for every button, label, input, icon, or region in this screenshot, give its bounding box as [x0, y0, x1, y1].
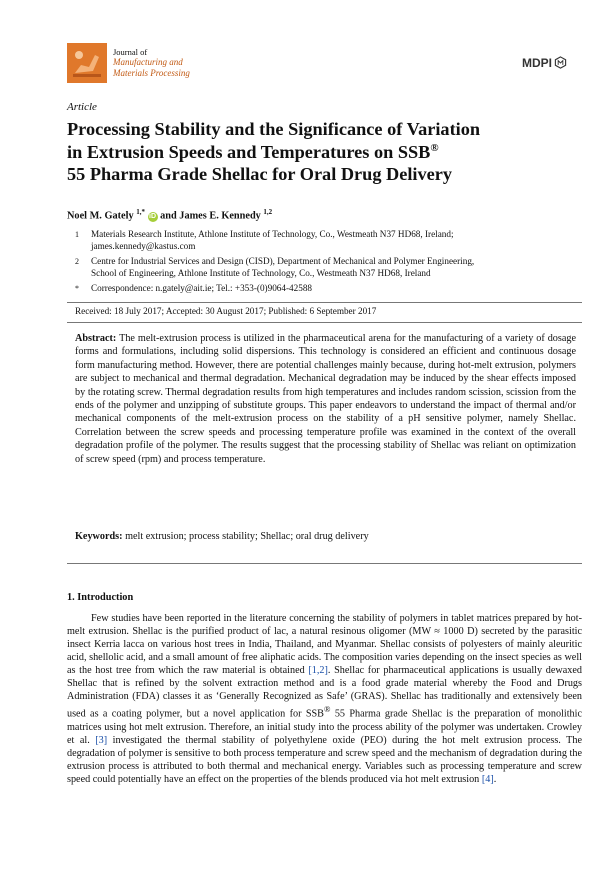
- keywords-text: melt extrusion; process stability; Shellac; oral drug delivery: [125, 531, 369, 542]
- journal-name[interactable]: Manufacturing and Materials Processing: [113, 57, 190, 78]
- citation-link[interactable]: [3]: [95, 734, 108, 746]
- paragraph: Few studies have been reported in the literature concerning the stability of polymers in tablet matrices prepared by hot-melt extrusion. Shellac is the purified product of lac, a natural resinous oligomer (MW ≈ 1000 D) secreted by the parasitic insect Kerria lacca on various host trees in India, Thailand, and Myanmar. Shellac consists of polyesters of mainly aleuritic acid, shellolic acid, and a small amount of free aliphatic acids. The composition varies depending on the insect species as well as the host tree from which the raw material is obtained [1,2]. Shellac for pharmaceutical applications is usually dewaxed Shellac that is refined by the solvent extraction method and is a food grade material whereby the Food and Drugs Administration (FDA) classes it as ‘Generally Recognized as Safe’ (GRAS). Shellac has traditionally and extensively been used as a coating polymer, but a novel application for SSB® 55 Pharma grade Shellac is the preparation of monolithic matrices using hot melt extrusion. Therefore, an initial study into the process ability of the polymer was undertaken. Crowley et al. [3] investigated the thermal stability of polyethylene oxide (PEO) during the hot melt extrusion process. The degradation of polymer is sensitive to both process temperature and screw speed and the mechanism of degradation during the extrusion process is attributed to both thermal and mechanical energy. Variables such as processing temperature and screw speed could potentially have an effect on the properties of the blends produced via hot melt extrusion [4].: [67, 613, 583, 785]
- correspondence: * Correspondence: n.gately@ait.ie; Tel.: +353-(0)9064-42588: [75, 283, 313, 293]
- abstract: [75, 332, 576, 466]
- citation-link[interactable]: [1,2]: [308, 665, 328, 677]
- author-name[interactable]: Noel M. Gately: [67, 210, 134, 222]
- divider: [67, 302, 582, 303]
- affiliation-item: 2 Centre for Industrial Services and Design (CISD), Department of Mechanical and Polymer Engineering, School of Engineering, Athlone Institute of Technology, Co., Westmeath N37 HD68, Ireland: [75, 256, 475, 278]
- keywords: [75, 531, 576, 542]
- publication-dates: Received: 18 July 2017; Accepted: 30 August 2017; Published: 6 September 2017: [75, 306, 377, 316]
- abstract-label: Abstract:: [75, 333, 117, 344]
- section-heading: 1. Introduction: [67, 592, 134, 603]
- keywords-label: Keywords:: [75, 531, 123, 542]
- author-conjunction: and: [160, 210, 177, 222]
- article-type: Article: [67, 101, 97, 113]
- author-name[interactable]: James E. Kennedy: [179, 210, 261, 222]
- abstract-text: The melt-extrusion process is utilized in the pharmaceutical arena for the manufacturing of a variety of dosage forms and formulations, including solid dispersions. This technology is considered an efficient and continuous dosage form manufacturing method. However, there are potential challenges mainly because, during hot-melt extrusion, polymers are subject to mechanical and thermal degradation. Mechanical degradation may be induced by the shear effects imposed by the rotating screw. Thermal degradation results from high temperatures and includes random scission, scission from the ends of the polymer and unzipping of substitute groups. This paper endeavors to understand the impact of thermal and/or mechanical components of the melt-extrusion process on the stability of a pH sensitive polymer, namely Shellac. Correlation between the screw speeds and processing temperature profile was examined in the context of the overall degradation profile of the polymer. The results suggest that the processing stability of Shellac was reliant on optimization of screw speed (rpm) and process temperature.: [75, 333, 576, 465]
- journal-label: Journal of: [113, 47, 148, 57]
- introduction-body: [67, 612, 582, 786]
- author-affil-sup: 1,2: [263, 208, 273, 216]
- orcid-icon[interactable]: iD: [149, 213, 157, 221]
- journal-logo-icon: [67, 43, 107, 83]
- mdpi-hexagon-icon: [554, 56, 567, 69]
- citation-link[interactable]: [4]: [481, 773, 494, 785]
- divider: [67, 563, 582, 564]
- author-list: [67, 208, 272, 222]
- divider: [67, 322, 582, 323]
- author-affil-sup: 1,*: [136, 208, 145, 216]
- page-title: Processing Stability and the Significance of Variation in Extrusion Speeds and Temperatures on SSB® 55 Pharma Grade Shellac for Oral Drug Delivery: [67, 119, 481, 184]
- publisher-logo[interactable]: MDPI: [522, 56, 567, 70]
- affiliation-item: 1 Materials Research Institute, Athlone Institute of Technology, Co., Westmeath N37 HD68, Ireland; james.kennedy@kastus.com: [75, 229, 454, 251]
